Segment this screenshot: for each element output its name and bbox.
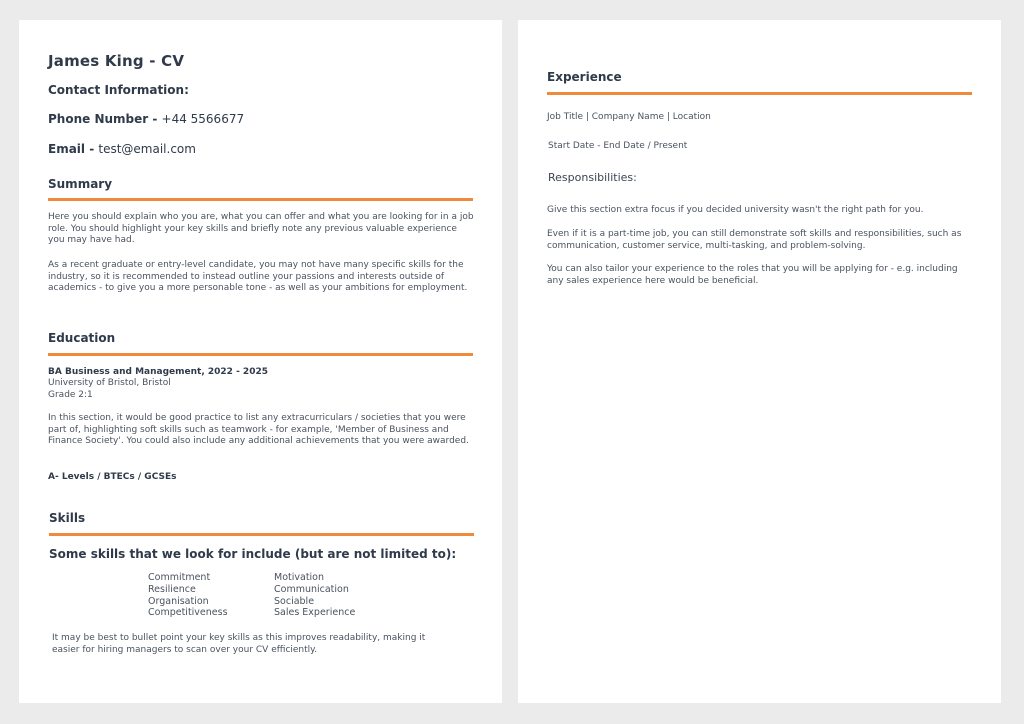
skill-item: Motivation xyxy=(274,572,325,583)
education-paragraph: In this section, it would be good practice to list any extracurriculars / societies that you were part of, highlighting soft skills such as teamwork - for example, 'Member of Business and Finance Society'. You could also include any additional achievements that you were awarded. xyxy=(48,413,469,447)
email-label: Email - xyxy=(48,142,99,156)
degree-line: BA Business and Management, 2022 - 2025 xyxy=(48,367,268,377)
skills-title: Skills xyxy=(49,511,86,525)
job-line: Job Title | Company Name | Location xyxy=(547,112,711,122)
experience-paragraph-1: Give this section extra focus if you decided university wasn't the right path for you. xyxy=(547,205,924,215)
experience-title: Experience xyxy=(547,70,622,84)
skills-divider xyxy=(49,533,474,536)
skill-item: Competitiveness xyxy=(148,607,228,619)
experience-divider xyxy=(547,92,972,95)
skill-item: Organisation xyxy=(148,595,209,607)
skills-heading: Some skills that we look for include (but are not limited to): xyxy=(49,547,457,561)
education-title: Education xyxy=(48,331,116,345)
alevels-line: A- Levels / BTECs / GCSEs xyxy=(48,472,177,482)
email-value: test@email.com xyxy=(98,142,196,156)
date-line: Start Date - End Date / Present xyxy=(548,141,688,151)
cv-name: James King - CV xyxy=(48,52,185,70)
summary-divider xyxy=(48,198,473,201)
phone-label: Phone Number - xyxy=(48,112,162,126)
skills-note: It may be best to bullet point your key skills as this improves readability, making it easier for hiring managers to scan over your CV efficiently. xyxy=(52,633,426,655)
summary-paragraph-1: Here you should explain who you are, what you can offer and what you are looking for in a job role. You should highlight your key skills and briefly note any previous valuable experience you may have had. xyxy=(48,212,474,246)
experience-paragraph-3: You can also tailor your experience to the roles that you will be applying for - e.g. including any sales experience here would be beneficial. xyxy=(547,264,958,286)
skill-item: Commitment xyxy=(148,572,211,583)
skill-item: Sales Experience xyxy=(274,607,356,619)
cv-page-right xyxy=(518,20,1001,703)
skills-column-1 xyxy=(148,572,228,619)
experience-paragraph-2: Even if it is a part-time job, you can still demonstrate soft skills and responsibilities, such as communication, customer service, multi-tasking, and problem-solving. xyxy=(547,229,962,251)
skill-item: Sociable xyxy=(274,595,315,607)
skill-item: Resilience xyxy=(148,583,196,595)
email-line xyxy=(48,142,196,156)
skill-item: Communication xyxy=(274,583,349,595)
phone-line xyxy=(48,112,244,126)
responsibilities-heading: Responsibilities: xyxy=(548,171,637,184)
university-line: University of Bristol, Bristol xyxy=(48,378,171,388)
cv-page-left xyxy=(19,20,502,703)
summary-paragraph-2: As a recent graduate or entry-level candidate, you may not have many specific skills for the industry, so it is recommended to instead outline your passions and interests outside of academics - to give you a more personable tone - as well as your ambitions for employment. xyxy=(48,260,468,294)
skills-column-2 xyxy=(274,572,355,619)
education-divider xyxy=(48,353,473,356)
phone-value: +44 5566677 xyxy=(161,112,245,126)
summary-title: Summary xyxy=(48,177,113,191)
contact-heading: Contact Information: xyxy=(48,83,189,97)
grade-line: Grade 2:1 xyxy=(48,390,93,400)
